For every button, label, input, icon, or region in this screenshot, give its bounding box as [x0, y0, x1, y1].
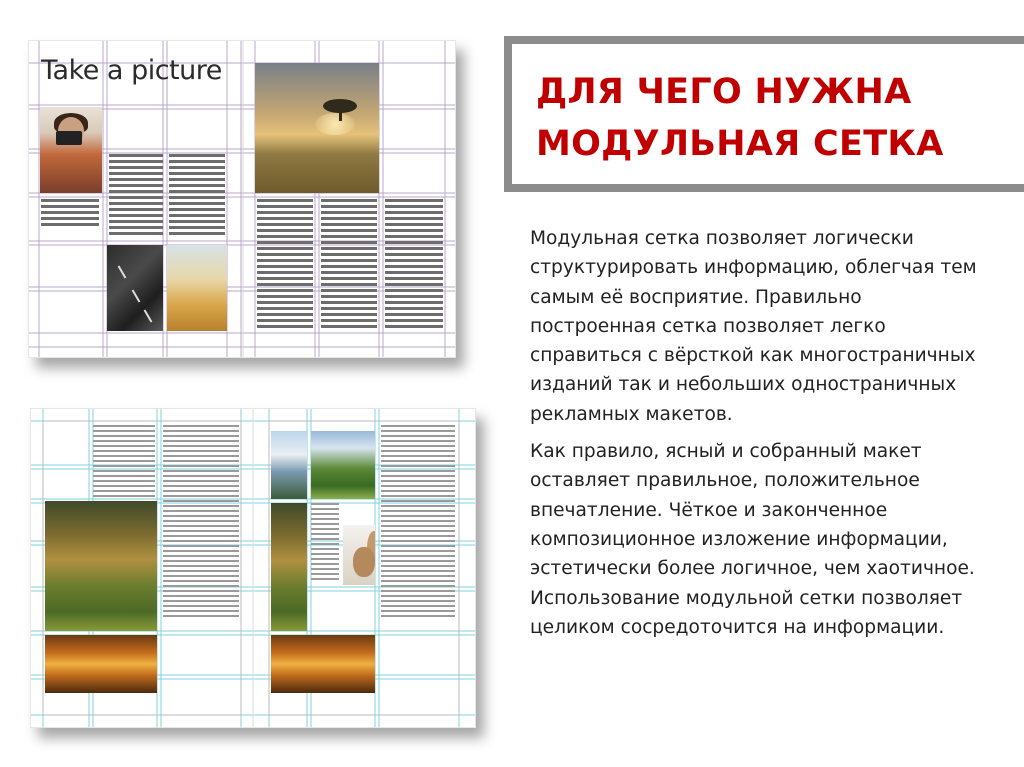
slide-title-line-1: ДЛЯ ЧЕГО НУЖНА	[536, 72, 912, 112]
text-column	[41, 199, 99, 229]
photo-green-valley	[311, 431, 375, 499]
grid-example-magazine-spread	[28, 40, 456, 358]
photo-girl-with-camera	[40, 107, 102, 193]
photo-autumn-forest-small	[271, 503, 307, 631]
photo-field-with-tree	[255, 63, 379, 193]
paragraph-1: Модульная сетка позволяет логически структурировать информацию, облегчая тем самым её восприятие. Правильно построенная сетка позволяет легко справиться с вёрсткой как многостраничных изданий так и небольших одностраничных рекламных макетов.	[530, 228, 977, 425]
text-column	[169, 154, 225, 238]
photo-wheat	[167, 245, 227, 331]
body-text	[530, 224, 978, 650]
text-column	[163, 425, 239, 620]
paragraph-2: Как правило, ясный и собранный макет оставляет правильное, положительное впечатление. Чёткое и законченное композиционное изложение информации, эстетически более логичное, чем хаотичное. Использование модульной сетки позволяет целиком сосредоточится на информации.	[530, 441, 975, 638]
photo-waterfall-sunset	[45, 635, 157, 693]
text-column	[257, 199, 313, 331]
photo-squirrel	[343, 525, 375, 585]
text-column	[385, 199, 443, 331]
slide-title-line-2: МОДУЛЬНАЯ СЕТКА	[536, 124, 944, 164]
photo-night-road	[107, 245, 163, 331]
photo-waterfall-sunset-small	[271, 635, 375, 693]
photo-autumn-forest	[45, 501, 157, 631]
heading-frame	[504, 36, 1024, 192]
text-column	[109, 154, 163, 238]
photo-lake	[271, 431, 307, 499]
example-title: Take a picture	[41, 55, 222, 86]
slide-title	[536, 66, 1016, 170]
text-column	[321, 199, 377, 331]
text-column	[311, 503, 339, 583]
grid-example-book-spread	[30, 408, 476, 728]
text-column	[93, 425, 155, 500]
text-column	[381, 425, 455, 620]
